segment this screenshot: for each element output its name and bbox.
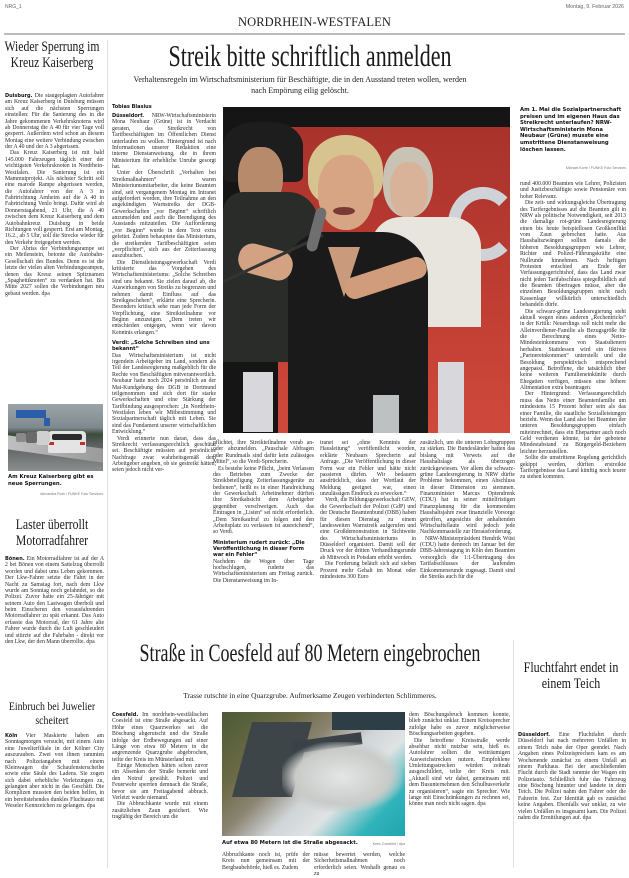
- paragraph: [5, 246, 104, 297]
- dateline: Düsseldorf.: [518, 732, 551, 738]
- photo-caption: Auf etwa 80 Metern ist die Straße abgesackt.: [222, 840, 358, 846]
- article-column: [112, 712, 208, 820]
- highway-photo: [8, 404, 103, 471]
- paragraph-text: Unter der Überschrift „Verhalten bei Streikmaßnahmen“ waren Ministeriumsmitarbeiter, die keine Beamten sind, seit vergangenem Montag im Intranet aufgefordert worden, ihre Teilnahme an den angekündigten Warnstreiks der DGB-Gewerkschaften „vor Beginn“ schriftlich anzumelden und auch die Beendigung des Ausstands mitzuteilen. Die Aufforderung „vor Beginn“ wurde in dem Text extra gefettet. Zudem behauptete das Ministerium, die streikenden Tarifbeschäftigten seien „verpflichtet“, sich aus der Zeiterfassung auszubuchen.: [112, 170, 216, 260]
- speaker-face: [318, 155, 374, 230]
- paragraph: [213, 559, 314, 585]
- issue-date: Montag, 9. Februar 2026: [565, 4, 624, 10]
- subtitle: Verhaltensregeln im Wirtschaftsministerium für Beschäftigte, die in den Ausstand treten wollen, werden nach Empörung eilig gelöscht.: [133, 75, 467, 95]
- banner-letter: [438, 362, 464, 433]
- article-column: [409, 712, 510, 808]
- paragraph-text: Die staugeplagten Autofahrer am Kreuz Kaiserberg in Duisburg müssen sich auf die nächsten Sperrungen einstellen: Für die Sanierung des in die Jahre gekommenen Verkehrsknotens wird ab Donnerstag die A 40 für vier Tage voll gesperrt. Außerdem wird schon an diesem Montag eine weitere Verbindung zwischen der A 40 und der A 3 abgerissen.: [5, 93, 104, 150]
- car: [48, 431, 86, 453]
- woman-background-face: [390, 162, 428, 217]
- paragraph-text: Einige Menschen hätten schon zuvor ein Absenken der Straße bemerkt und den Notruf gewählt. Polizei und Feuerwehr sperrten demnach die Straße, bevor sie am Freitagabend abbrach. Verletzt wurde niemand.: [112, 763, 208, 801]
- paragraph: [213, 440, 314, 466]
- paragraph: [5, 150, 104, 246]
- headline: Fluchtfahrt endet in einem Teich: [523, 660, 619, 692]
- column-divider: [513, 640, 514, 868]
- paragraph-text: Das Wirtschaftsministerium ist nicht irgendein Arbeitgeber im Land, sondern als Teil der Landesregierung maßgeblich für die Rechte von Beschäftigten mitverantwortlich. Neubaur hatte noch 2024 persönlich an der Mai-Kundgebung des DGB in Dortmund teilgenommen und sich dort für starke Gewerkschaften und eine Stärkung der Tarifbindung ausgesprochen: „In Nordrhein-Westfalen leben wir Mitbestimmung und Sozialpartnerschaft täglich mit Leben. Sie sind das Fundament unserer wirtschaftlichen Entwicklung.“: [112, 352, 216, 436]
- paragraph: [112, 170, 216, 259]
- paragraph: [518, 732, 626, 821]
- paragraph-text: Verdi erinnerte nun daran, dass das Streikrecht verfassungsrechtlich geschützt sei. Beschäftigte müssten auf persönliche Nachfrage zwar wahrheitsgemäß dem Arbeitgeber angeben, ob sie gestreikt hätten, seien jedoch nicht ver-: [112, 435, 216, 474]
- banner-letter: [243, 372, 273, 432]
- paragraph-text: Es bestehe keine Pflicht, „beim Verlassen des Betriebes zum Zwecke der Streikbeteiligung Zeiterfassungsgeräte zu bedienen“, heißt es in einer Handreichung der Gewerkschaft. Arbeitnehmer dürften ihre Streikabsicht dem Arbeitgeber gegenüber verschweigen. Auch das Eintragen in „Listen“ sei nicht erforderlich. „Dem Streikaufruf zu folgen und den Arbeitsplatz zu verlassen ist ausreichend“, so Verdi.: [213, 465, 314, 536]
- paragraph: [112, 763, 208, 801]
- subheading: Ministerium rudert zurück: „Die Veröffentlichung in dieser Form war ein Fehler“: [213, 539, 305, 559]
- paragraph: [520, 309, 626, 392]
- headline: Einbruch bei Juwelier scheitert: [8, 699, 96, 727]
- paragraph-text: Abbruchkante noch ist, prüfe der Kreis nun gemeinsam mit der Bergbaubehörde, hieß es. Zudem: [222, 852, 310, 871]
- headline: Wieder Sperrung im Kreuz Kaiserberg: [4, 39, 100, 71]
- paragraph-text: Sollte die umstrittene Regelung gerichtlich gekippt werden, dürften erstreikte Tarifergebnisse das Land künftig noch teurer zu stehen kommen.: [520, 455, 626, 481]
- paragraph-text: rund 400.000 Beamten wie Lehrer, Polizisten und Justizbeschäftigte sowie Pensionäre von hoher Relevanz.: [520, 181, 626, 200]
- subheading: Verdi: „Solche Schreiben sind uns bekannt“: [112, 340, 210, 353]
- speaker-mouth: [333, 207, 355, 215]
- paragraph: [213, 466, 314, 536]
- photo-caption: Am Kreuz Kaiserberg gibt es neue Sperrungen.: [8, 474, 94, 487]
- paragraph-text: Der Abriss der Verbindungsrampe sei ein Meilenstein, betonte die Autobahn-Gesellschaft des Bundes. Denn es ist die letzte der vielen alten Verbindungsrampen, denen das Kreuz seinen Spitznamen „Spaghettiknoten“ zu verdanken hat. Bis Mitte 2027 sollen die Verbindungen neu gebaut werden. dpa: [5, 246, 104, 297]
- header-rule: [4, 33, 625, 35]
- article-body: [5, 733, 104, 810]
- paragraph: [409, 712, 510, 738]
- article-column: [520, 181, 626, 481]
- dateline: Duisburg.: [5, 93, 33, 99]
- paragraph: [112, 260, 216, 337]
- paragraph-text: NRW-Wirtschaftsministerin Mona Neubaur (Grüne) ist in Verdacht geraten, das Streikrecht von Tarifbeschäftigten im Öffentlichen Dienst unterlaufen zu wollen. Hintergrund ist nach Informationen unserer Redaktion eine interne Dienstanweisung, die in ihrem Ministerium für erhebliche Unruhe gesorgt hat.: [112, 113, 216, 170]
- paragraph-text: Der Hintergrund: Verfassungsrechtlich muss das Netto einer Beamtenfamilie um mindestens 15 Prozent höher sein als das einer Familie, die staatliche Sozialleistungen bezieht. Wenn das Land also bei Beamten der unteren Besoldungsgruppen einfach miteinrechnet, dass ein Ehepartner auch noch Geld verdienen könnte, ist der gebotene Mindestabstand zu Bürgergeld-Beziehern leichter herzustellen.: [520, 391, 626, 455]
- paragraph: [5, 556, 104, 645]
- paragraph: [5, 733, 104, 810]
- paragraph: [320, 561, 416, 580]
- paragraph: [5, 93, 104, 150]
- paragraph: [112, 712, 208, 763]
- road-sign-icon: [16, 410, 46, 418]
- paragraph: [112, 113, 216, 170]
- article-column: [320, 440, 416, 580]
- article-column: [213, 440, 314, 584]
- aerial-photo: [222, 712, 405, 836]
- paragraph-text: Die Abbruchkante wurde mit einem zusätzlichen Zaun gesichert. Wie tragfähig der Bereich um die: [112, 801, 208, 820]
- paragraph-text: Die betroffene Kreisstraße werde absehbar nicht nutzbar sein, hieß es. Autofahrer sollten die weiträumigen Ausweichstrecken nutzen. Empfohlene Umleitungsstrecken würden zeitnah ausgeschildert, teilte der Kreis mit. „Aktuell sind wir dabei, gemeinsam mit dem Busunternehmen den Schulbusverkehr zu organisieren“, sagte ein Sprecher. Wie lange mit Einschränkungen zu rechnen sei, könne man noch nicht sagen. dpa: [409, 737, 510, 808]
- rubble: [282, 742, 402, 812]
- article-column: [420, 440, 515, 580]
- headline: Straße in Coesfeld auf 80 Metern eingebrochen: [139, 640, 481, 667]
- minister-photo: [223, 107, 510, 433]
- paragraph: [112, 353, 216, 436]
- paragraph-text: Die schwarz-grüne Landesregierung steht aktuell wegen eines anderen „Rechentricks“ in der Kritik: Neuerdings soll nicht mehr die Alleinverdiener-Familie als Bezugsgröße für die Berechnung eines Netto-Mindesteinkommens von Staatsdienern herhalten. Stattdessen wird ein fiktives „Partnereinkommen“ unterstellt und die Besoldung perspektivisch entsprechend angepasst. Betroffene, die tatsächlich über keine weiteren Familieneinkünfte durch Ehegatten verfügen, müssen eine höhere Alimentation extra beantragen.: [520, 308, 626, 391]
- main-headline: Streik bitte schriftlich anmelden: [168, 38, 452, 73]
- byline: Tobias Blasius: [112, 104, 152, 110]
- roof: [332, 712, 405, 730]
- paragraph: [420, 536, 515, 581]
- paragraph: [222, 852, 310, 871]
- photo-credit: Michael Korte / FUNKE Foto Services: [565, 166, 626, 170]
- paragraph: [520, 181, 626, 200]
- paragraph-text: müsse bewertet werden, welche Sicherheitsmaßnahmen noch erforderlich seien. Weshalb genau es zu: [314, 852, 405, 878]
- paragraph-text: Die Dienstleistungsgewerkschaft Verdi kritisierte das Vorgehen des Wirtschaftsministeriums: „Solche Schreiben sind uns bekannt. Sie zielen darauf ab, die Auswirkungen von Streiks zu begrenzen und nehmen damit Einfluss auf das Streikgeschehen“, erklärte eine Sprecherin. Besonders kritisch sehe man jede Form der Verpflichtung, eine Streikteilnahme vor Beginn anzuzeigen. „Dem treten wir entschieden entgegen, wenn wir davon Kenntnis erlangen.“: [112, 259, 216, 336]
- paragraph-text: Die Forderung beläuft sich auf sieben Prozent mehr Gehalt im Monat oder mindestens 300 Euro: [320, 561, 416, 580]
- photo-credit: Alexandra Roth / FUNKE Foto Services: [40, 492, 103, 496]
- water-glass: [373, 395, 399, 433]
- paragraph-text: zusätzlich, um die unteren Lohngruppen zu stärken. Die Bundesländer hatten das bislang mit Verweis auf die Haushaltslage als überzogen zurückgewiesen. Vor allem die schwarz-grüne Landesregierung in NRW dürfte Probleme bekommen, einen Abschluss in dieser Dimension zu stemmen. Finanzminister Marcus Optendrenk (CDU) hat in seiner mittelfristigen Finanzplanung für die kommenden Haushaltsjahre zwar finanzielle Vorsorge getroffen, angesichts der anhaltenden Wirtschaftsflaute wird jedoch jede Nachkommastelle zur Herausforderung.: [420, 440, 515, 536]
- article-body: [5, 556, 104, 645]
- paragraph: [112, 436, 216, 474]
- car: [36, 431, 50, 445]
- paragraph-text: pflichtet, ihre Streikteilnahme vorab an- oder abzumelden. „Pauschale Abfragen oder Rundmails sind dafür kein zulässiges Mittel“, so die Verdi-Sprecherin.: [213, 440, 314, 466]
- paragraph: [520, 455, 626, 481]
- column-divider: [107, 40, 108, 868]
- article-column: [112, 113, 216, 474]
- paragraph: [520, 200, 626, 308]
- paragraph: [520, 391, 626, 455]
- paragraph-text: dem Böschungsbruch kommen konnte, blieb zunächst unklar. Einem Kreissprecher zufolge habe es zuvor möglicherweise Böschungsarbeiten gegeben.: [409, 712, 510, 738]
- paragraph-text: NRW-Ministerpräsident Hendrik Wüst (CDU) hatte dennoch im Januar bei der DBB-Jahrestagung in Köln den Beamten vorsorglich die 1:1-Übertragung des Tarifabschlusses der laufenden Einkommensrunde zugesagt. Damit sind die Streiks auch für die: [420, 535, 515, 580]
- dateline: Coesfeld.: [112, 712, 139, 718]
- car: [26, 432, 37, 443]
- paragraph: [314, 852, 405, 878]
- paragraph-text: Die zeit- und wirkungsgleiche Übertragung des Tarifergebnisses auf die Beamten gilt in NRW als politische Notwendigkeit, seit 2013 die damalige rot-grüne Landesregierung einen bis heute beispiellosen Großkonflikt vom Zaun gebrochen hatte. Aus Haushaltszwängen sollten damals die höheren Besoldungsgruppen wie Lehrer, Richter und Polizei-Führungskräfte eine Nullrunde hinnehmen. Nach heftigen Protesten entschied am Ende der Verfassungsgerichtshof, dass das Land zwar nicht jeden Tarifabschluss spiegelbildlich auf die Beamten übertragen müsse, aber die einzelnen Besoldungsgruppen nicht nach Kassenlage willkürlich unterschiedlich behandeln dürfe.: [520, 200, 626, 309]
- article-column: [314, 852, 405, 878]
- page-code: NRG_1: [5, 4, 22, 10]
- paragraph-text: Verdi, die Bildungsgewerkschaft GEW, die Gewerkschaft der Polizei (GdP) und der Deutsche Beamtenbund (DBB) haben für diesen Dienstag zu einem landesweiten Warnstreik aufgerufen und eine Großdemonstration in Sichtweite des Wirtschaftsministeriums in Düsseldorf organisiert. Damit soll der Druck vor der dritten Verhandlungsrunde ab Mittwoch in Potsdam erhöht werden.: [320, 497, 416, 561]
- dateline: Köln: [5, 733, 18, 739]
- dateline: Düsseldorf.: [112, 113, 145, 119]
- subtitle: Trasse rutschte in eine Quarzgrube. Aufmerksame Zeugen verhinderten Schlimmeres.: [183, 691, 437, 700]
- paragraph: [409, 738, 510, 808]
- paragraph: [320, 497, 416, 561]
- paragraph: [320, 440, 416, 497]
- section-title: NORDRHEIN-WESTFALEN: [237, 15, 392, 29]
- paragraph: [112, 801, 208, 820]
- dateline: Bönen.: [5, 556, 25, 562]
- paragraph-text: Eine Fluchtfahrt durch Düsseldorf hat nach mehreren Unfällen in einem Teich nahe der Oper geendet. Nach Angaben eines Polizeisprechers kam es am Wochenende zunächst zu einem Unfall an einem Parkhaus. Bei der anschließenden Flucht durch die Stadt rammte der Wagen ein Polizeiauto. Schließlich fuhr das Fahrzeug eine Böschung hinunter und landete in dem Teich. Die Polizei nahm den Fahrer oder die Fahrerin fest. Zur Identität gab es zunächst keine Angaben. Ebenfalls war unklar, zu wie vielen Unfällen es insgesamt kam. Die Polizei nahm die Ermittlungen auf. dpa: [518, 732, 626, 821]
- headline: Laster überrollt Motorradfahrer: [15, 517, 89, 549]
- article-body: [5, 93, 104, 297]
- paragraph-text: Das Kreuz Kaiserberg ist mit bald 145.000 Fahrzeugen täglich einer der wichtigsten Verkehrsknoten in Nordrhein-Westfalen. Die Sanierung ist ein Mammutprojekt. Als nächster Schritt soll eine marode Rampe abgerissen werden, die Autofahrer von der A 3 in Fahrtrichtung Arnheim auf die A 40 in Fahrtrichtung Venlo bringt. Dafür wird ab Donnerstagabend, 21 Uhr, die A 40 zwischen dem Kreuz Kaiserberg und dem Autobahnkreuz Duisburg in beide Richtungen voll gesperrt. Erst am Montag, 16.2., ab 5 Uhr, soll die Strecke wieder für den Verkehr freigegeben werden.: [5, 150, 104, 246]
- article-column: [222, 852, 310, 871]
- paragraph-text: Im nordrhein-westfälischen Coesfeld ist eine Straße abgesackt. Auf Höhe eines Quarzwerkes sei die Böschung abgerutscht und die Straße infolge der Erdbewegungen auf einer Länge von etwa 80 Metern in die angrenzende Quarzgrube abgebrochen, teilte der Kreis im Münsterland mit.: [112, 712, 208, 763]
- paragraph-text: Ein Motorradfahrer ist auf der A 2 bei Bönen von einem Sattelzug überrollt worden und dabei ums Leben gekommen. Der Lkw-Fahrer setzte die Fahrt in der Nacht zu Samstag fort, nach dem Lkw wurde am Sonntag noch gefahndet, so die Polizei. Zuvor hatte ein 25-Jähriger mit seinem Auto den Lastwagen überholt und beim Einscheren den vorausfahrenden Motorradfahrer zu spät erkannt. Das Auto erfasste das Motorrad, der 61 Jahre alte Fahrer wurde durch die Luft geschleudert und stürzte auf die Fahrbahn - direkt vor den Lkw, der den Mann überrollte. dpa: [5, 556, 104, 645]
- photo-caption: Am 1. Mai die Sozialpartnerschaft preisen und im eigenen Haus das Streikrecht unterlaufen? NRW-Wirtschaftsministerin Mona Neubaur (Grüne) musste eine umstrittene Dienstanweisung löschen lassen.: [520, 107, 622, 153]
- car: [16, 433, 26, 442]
- photo-credit: Kreis Coesfeld / dpa: [372, 842, 405, 846]
- paragraph: [420, 440, 515, 536]
- road-sign-icon: [44, 418, 50, 426]
- paragraph-text: Nachdem die Wogen über Tage hochschlugen, ruderte das Wirtschaftsministerium am Freitag zurück. Die Dienstanweisung im In-: [213, 558, 314, 584]
- article-body: [518, 732, 626, 821]
- paragraph-text: Vier Maskierte haben am Sonntagmorgen versucht, mit einem Auto eine Juwelierfiliale in der Kölner City auszurauben. Zwei von ihnen rammten nach Polizeiangaben mit einem Kleinwagen die Schaufensterscheibe sowie eine Säule des Ladens. Sie zogen sich dabei erhebliche Verletzungen zu, gelangten aber nicht in das Geschäft. Die Komplizen mussten den beiden helfen, in ein bereitstehendes dunkles Fluchtauto mit Weseler Kennzeichen zu gelangen. dpa: [5, 733, 104, 810]
- paragraph-text: tranet sei „ohne Kenntnis der Hausleitung“ veröffentlicht worden, erklärte Neubaurs Sprecherin auf Anfrage. „Die Veröffentlichung in dieser Form war ein Fehler und hätte nicht passieren dürfen. Wir bedauern ausdrücklich, dass der Wortlaut der Meldung geeignet war, einen unzulässigen Eindruck zu erwecken.“: [320, 440, 416, 497]
